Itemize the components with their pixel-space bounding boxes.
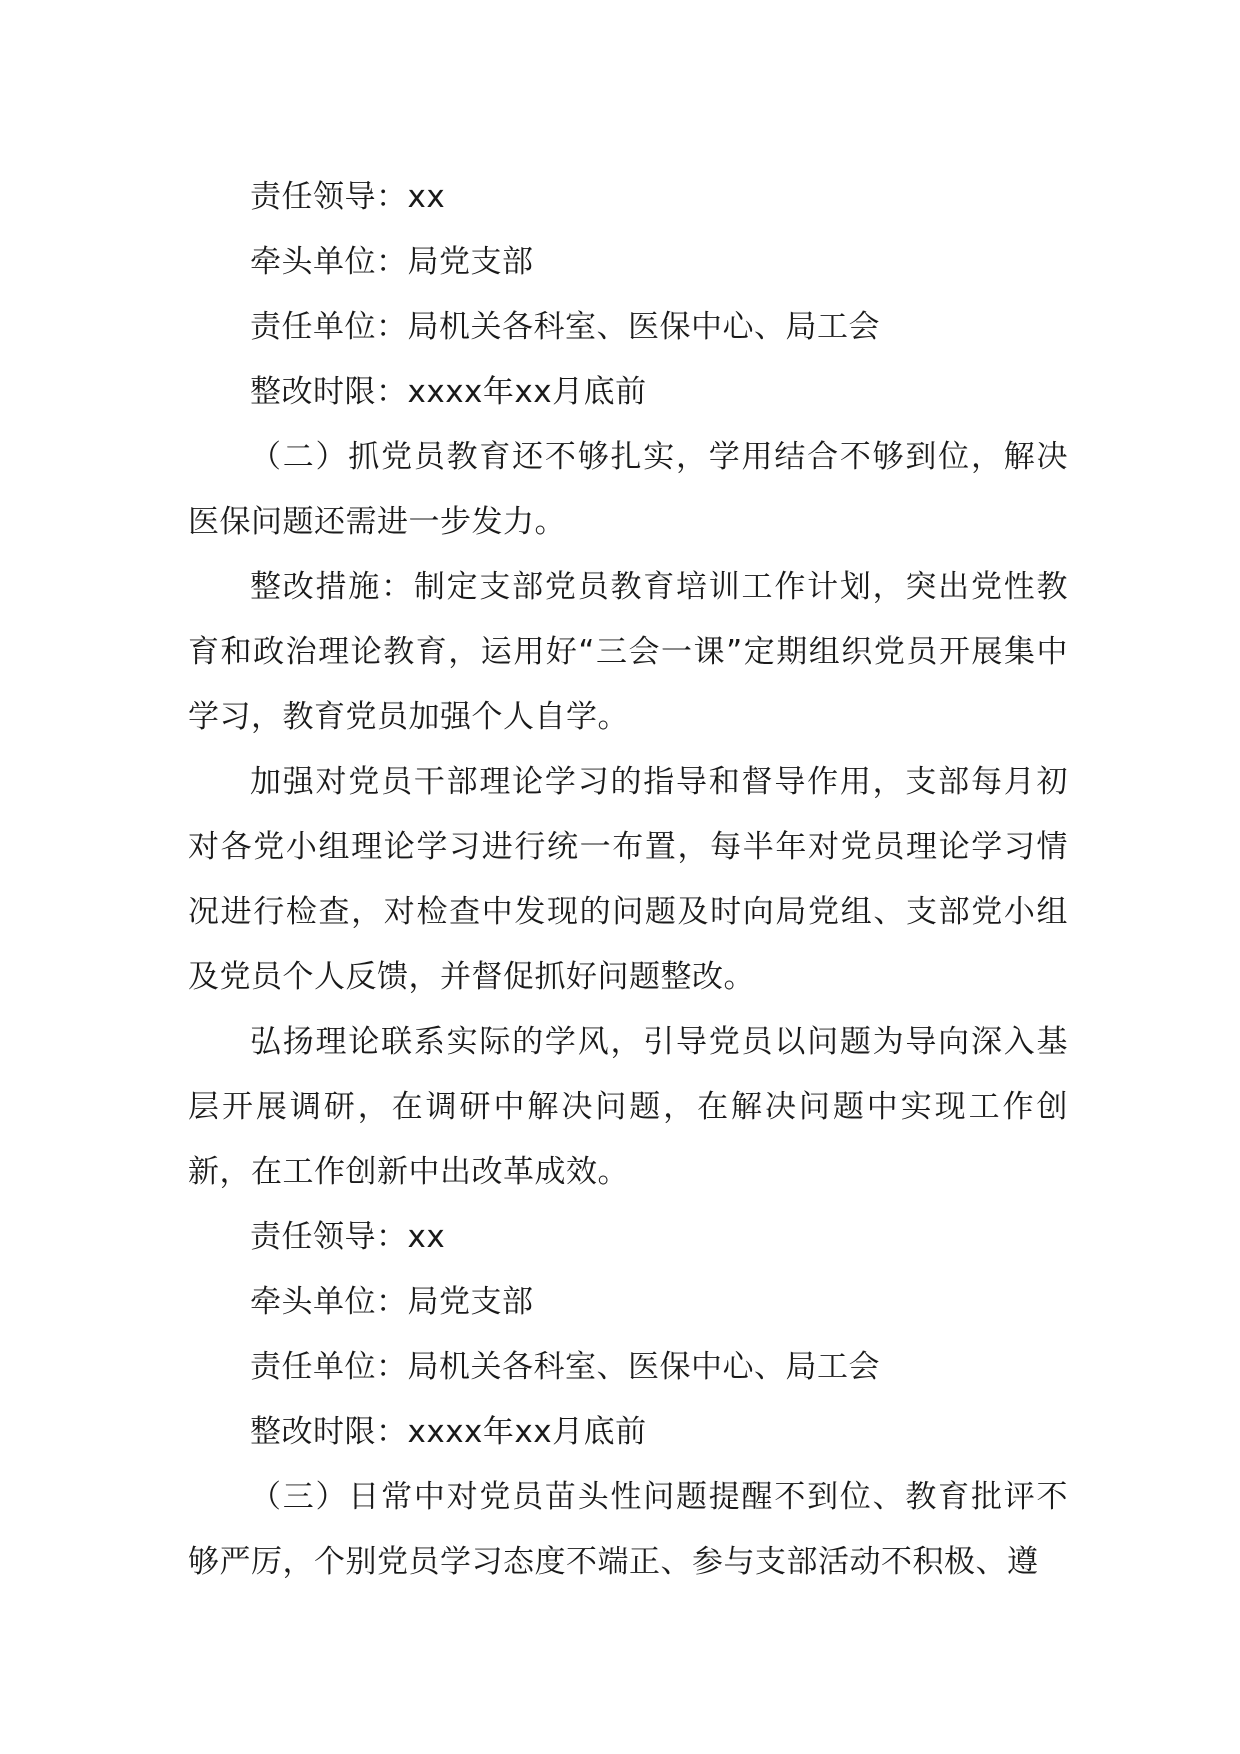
responsible-units-line: 责任单位：局机关各科室、医保中心、局工会 [250,1349,880,1385]
lead-unit-line: 牵头单位：局党支部 [250,244,534,280]
study-style-paragraph: 弘扬理论联系实际的学风，引导党员以问题为导向深入基层开展调研，在调研中解决问题，在解决问题中实现工作创新，在工作创新中出改革成效。 [188,1024,1068,1190]
deadline-line: 整改时限：xxxx年xx月底前 [250,1414,647,1450]
responsible-leader-line: 责任领导：xx [250,1219,446,1255]
responsible-leader-line: 责任领导：xx [250,179,446,215]
deadline-line: 整改时限：xxxx年xx月底前 [250,374,647,410]
section-2-heading: （二）抓党员教育还不够扎实，学用结合不够到位，解决医保问题还需进一步发力。 [188,439,1068,540]
responsible-units-line: 责任单位：局机关各科室、医保中心、局工会 [250,309,880,345]
rectification-measures-paragraph: 整改措施：制定支部党员教育培训工作计划，突出党性教育和政治理论教育，运用好“三会一课”定期组织党员开展集中学习，教育党员加强个人自学。 [188,569,1068,735]
lead-unit-line: 牵头单位：局党支部 [250,1284,534,1320]
document-body [188,165,1068,1595]
section-3-heading: （三）日常中对党员苗头性问题提醒不到位、教育批评不够严厉，个别党员学习态度不端正、参与支部活动不积极、遵 [188,1479,1068,1580]
guidance-paragraph: 加强对党员干部理论学习的指导和督导作用，支部每月初对各党小组理论学习进行统一布置，每半年对党员理论学习情况进行检查，对检查中发现的问题及时向局党组、支部党小组及党员个人反馈，并督促抓好问题整改。 [188,764,1068,995]
